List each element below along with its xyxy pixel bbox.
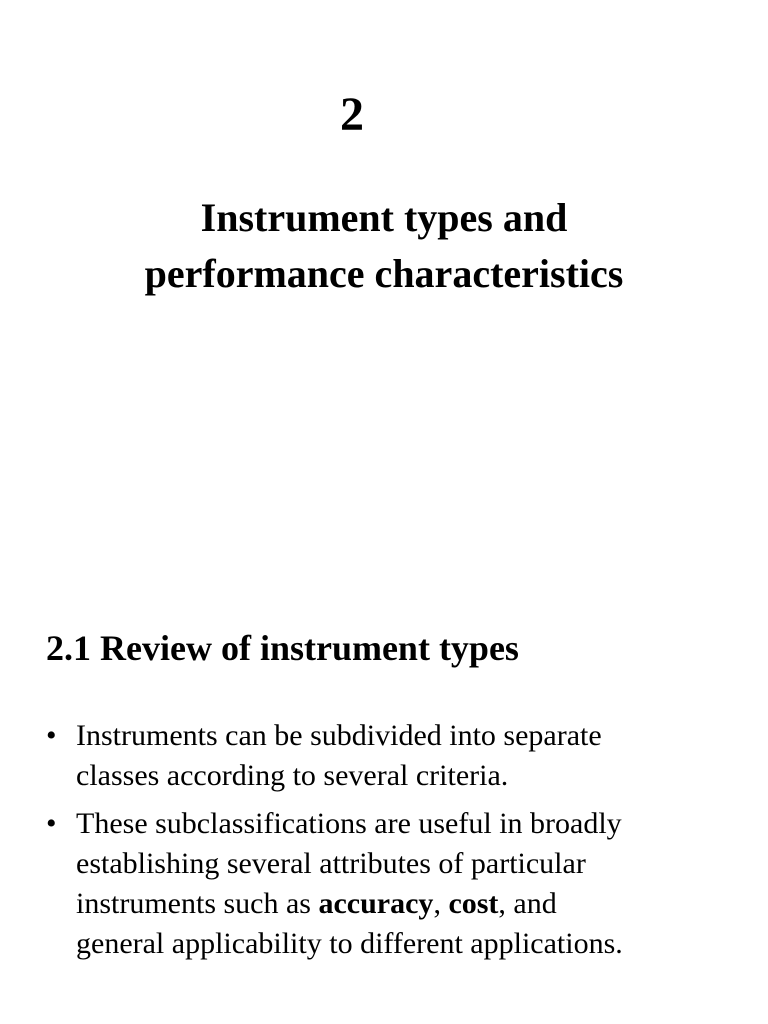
bullet-list — [46, 716, 726, 972]
bullet-marker: • — [46, 719, 57, 752]
bullet-text — [76, 716, 726, 796]
bullet-text — [76, 804, 726, 964]
chapter-title-line-2: performance characteristics — [144, 251, 624, 296]
bullet-1-line-1: Instruments can be subdivided into separate — [76, 719, 602, 752]
bullet-2-line-3-separator: , — [433, 887, 449, 920]
emphasis-cost: cost — [448, 887, 499, 920]
chapter-title-line-1: Instrument types and — [200, 195, 568, 240]
bullet-item — [46, 804, 726, 964]
emphasis-accuracy: accuracy — [318, 887, 434, 920]
chapter-title — [0, 190, 768, 302]
bullet-2-line-2: establishing several attributes of particular — [76, 847, 586, 880]
bullet-item — [46, 716, 726, 796]
bullet-1-line-2: classes according to several criteria. — [76, 759, 509, 792]
bullet-2-line-1: These subclassifications are useful in broadly — [76, 807, 622, 840]
chapter-number: 2 — [340, 88, 364, 141]
bullet-2-line-3-prefix: instruments such as — [76, 887, 319, 920]
bullet-2-line-3-suffix: , and — [498, 887, 557, 920]
section-heading: 2.1 Review of instrument types — [46, 628, 519, 668]
bullet-2-line-3 — [76, 884, 726, 924]
bullet-2-line-4: general applicability to different applications. — [76, 927, 623, 960]
bullet-marker: • — [46, 807, 57, 840]
